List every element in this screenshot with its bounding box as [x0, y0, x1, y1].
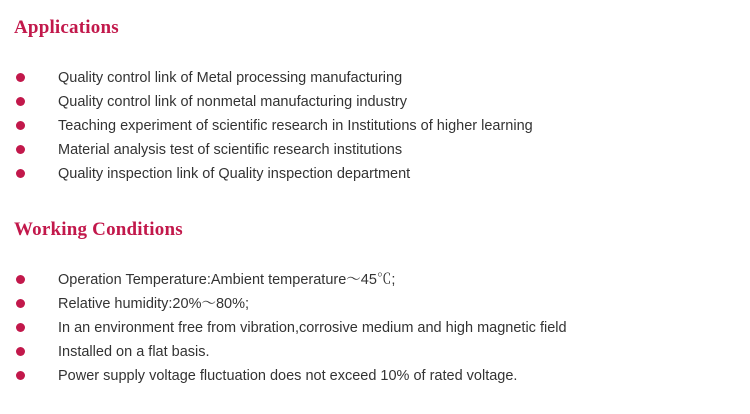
working-conditions-list — [14, 268, 736, 388]
list-item — [14, 292, 736, 316]
section-divider-space — [14, 186, 736, 218]
bullet-dot-icon — [16, 299, 25, 308]
bullet-dot-icon — [16, 121, 25, 130]
bullet-dot-icon — [16, 169, 25, 178]
list-item — [14, 90, 736, 114]
list-item — [14, 162, 736, 186]
section-working-conditions — [14, 218, 736, 388]
list-item-label: Teaching experiment of scientific research in Institutions of higher learning — [58, 117, 533, 134]
title-spacer — [14, 40, 736, 66]
bullet-dot-icon — [16, 347, 25, 356]
list-item-label: Relative humidity:20%～80%; — [58, 295, 250, 312]
bullet-dot-icon — [16, 275, 25, 284]
title-spacer — [14, 242, 736, 268]
list-item-label: Quality control link of Metal processing manufacturing — [58, 69, 403, 86]
applications-list — [14, 66, 736, 186]
list-item-label: Quality inspection link of Quality inspection department — [58, 165, 411, 182]
list-item — [14, 340, 736, 364]
list-item-label: Material analysis test of scientific research institutions — [58, 141, 403, 158]
list-item-label: Power supply voltage fluctuation does not exceed 10% of rated voltage. — [58, 367, 518, 384]
list-item-label: Quality control link of nonmetal manufacturing industry — [58, 93, 407, 110]
list-item — [14, 364, 736, 388]
bullet-dot-icon — [16, 145, 25, 154]
bullet-dot-icon — [16, 73, 25, 82]
section-applications — [14, 16, 736, 186]
list-item-label: In an environment free from vibration,corrosive medium and high magnetic field — [58, 319, 567, 336]
list-item — [14, 66, 736, 90]
list-item — [14, 268, 736, 292]
list-item — [14, 114, 736, 138]
list-item — [14, 138, 736, 162]
section-title-working-conditions: Working Conditions — [14, 218, 183, 240]
list-item — [14, 316, 736, 340]
list-item-label: Operation Temperature:Ambient temperature～45℃; — [58, 271, 396, 288]
bullet-dot-icon — [16, 323, 25, 332]
list-item-label: Installed on a flat basis. — [58, 343, 210, 360]
section-title-applications: Applications — [14, 17, 119, 38]
bullet-dot-icon — [16, 97, 25, 106]
bullet-dot-icon — [16, 371, 25, 380]
